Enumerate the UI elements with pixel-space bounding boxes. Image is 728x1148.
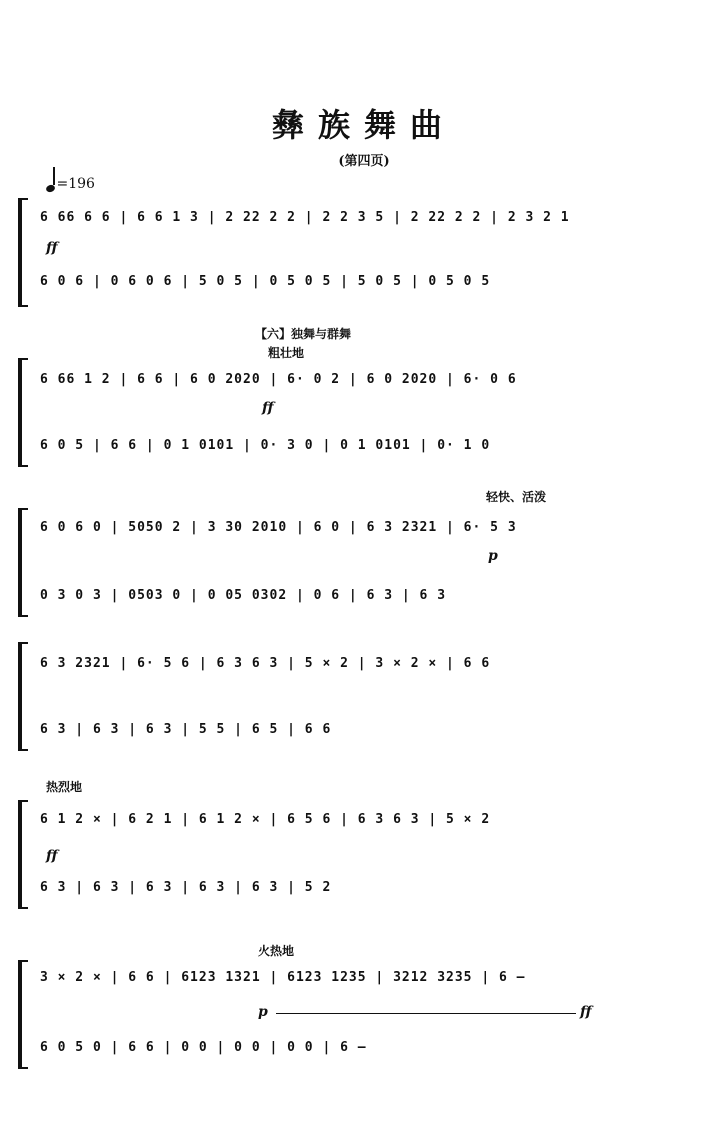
tempo-value: =196 <box>56 176 95 192</box>
upper-staff: 6 0 6 0 | 5050 2 | 3 30 2010 | 6 0 | 6 3 2321 | 6· 5 3 <box>40 520 517 535</box>
lower-staff: 6 3 | 6 3 | 6 3 | 6 3 | 6 3 | 5 2 <box>40 880 332 895</box>
quarter-note-icon <box>45 184 56 194</box>
lower-staff: 6 0 6 | 0 6 0 6 | 5 0 5 | 0 5 0 5 | 5 0 5 | 0 5 0 5 <box>40 274 491 289</box>
dynamic-p: p <box>258 1004 268 1020</box>
system-brace <box>18 642 28 751</box>
lower-staff: 6 3 | 6 3 | 6 3 | 5 5 | 6 5 | 6 6 <box>40 722 332 737</box>
dynamic-ff: ff <box>580 1004 592 1020</box>
crescendo-line <box>276 1013 576 1014</box>
score-system-2 <box>18 358 698 468</box>
dynamic-ff: ff <box>46 240 58 256</box>
note-stem-icon <box>53 167 55 185</box>
section-label-six: 【六】独舞与群舞 <box>255 327 352 341</box>
section-label-hot: 热烈地 <box>46 780 83 794</box>
system-brace <box>18 198 28 307</box>
dynamic-p: p <box>488 548 498 564</box>
system-brace <box>18 800 28 909</box>
upper-staff: 3 × 2 × | 6 6 | 6123 1321 | 6123 1235 | 3212 3235 | 6 – <box>40 970 526 985</box>
tempo-marking <box>46 170 95 192</box>
score-system-3 <box>18 508 698 618</box>
dynamic-ff: ff <box>262 400 274 416</box>
upper-staff: 6 3 2321 | 6· 5 6 | 6 3 6 3 | 5 × 2 | 3 × 2 × | 6 6 <box>40 656 491 671</box>
lower-staff: 6 0 5 0 | 6 6 | 0 0 | 0 0 | 0 0 | 6 – <box>40 1040 367 1055</box>
lower-staff: 0 3 0 3 | 0503 0 | 0 05 0302 | 0 6 | 6 3 | 6 3 <box>40 588 447 603</box>
page-subtitle: (第四页) <box>338 154 390 169</box>
upper-staff: 6 66 6 6 | 6 6 1 3 | 2 22 2 2 | 2 2 3 5 | 2 22 2 2 | 2 3 2 1 <box>40 210 570 225</box>
upper-staff: 6 66 1 2 | 6 6 | 6 0 2020 | 6· 0 2 | 6 0 2020 | 6· 0 6 <box>40 372 517 387</box>
score-system-4 <box>18 642 698 752</box>
upper-staff: 6 1 2 × | 6 2 1 | 6 1 2 × | 6 5 6 | 6 3 6 3 | 5 × 2 <box>40 812 491 827</box>
score-system-6 <box>18 960 698 1070</box>
system-brace <box>18 508 28 617</box>
system-brace <box>18 960 28 1069</box>
lower-staff: 6 0 5 | 6 6 | 0 1 0101 | 0· 3 0 | 0 1 0101 | 0· 1 0 <box>40 438 491 453</box>
section-label-fiery: 火热地 <box>258 944 295 958</box>
section-label-rough: 粗壮地 <box>268 346 305 360</box>
section-label-lively: 轻快、活泼 <box>486 490 547 504</box>
page-title: 彝族舞曲 <box>271 106 456 144</box>
system-brace <box>18 358 28 467</box>
dynamic-ff: ff <box>46 848 58 864</box>
score-system-5 <box>18 800 698 910</box>
score-system-1 <box>18 198 698 308</box>
